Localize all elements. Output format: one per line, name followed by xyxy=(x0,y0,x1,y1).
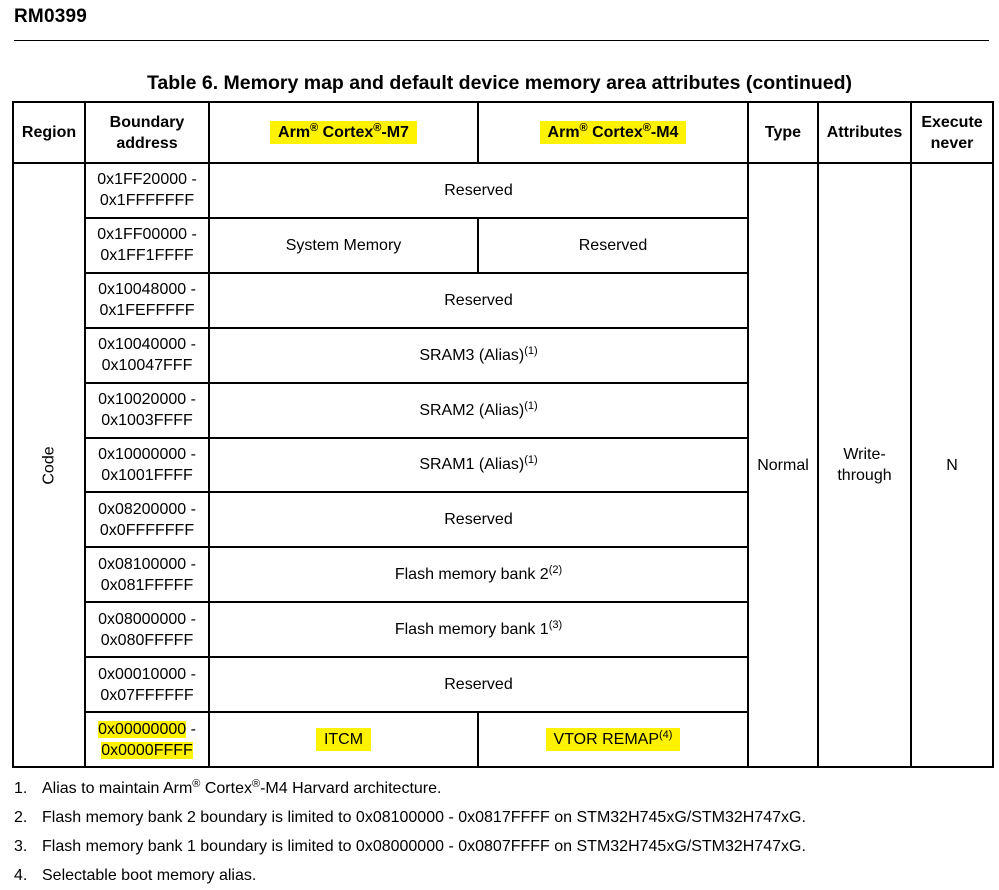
attr-line2: through xyxy=(837,467,892,484)
header-region: Region xyxy=(13,102,85,163)
area-label: SRAM3 (Alias) xyxy=(419,346,525,364)
addr-end: 0x1003FFFF xyxy=(101,412,193,430)
header-boundary-address xyxy=(85,102,209,163)
vtor-remap-label: VTOR REMAP xyxy=(553,731,660,749)
boundary-address-cell xyxy=(85,547,209,602)
area-cell xyxy=(209,273,748,328)
addr-end: 0x07FFFFFF xyxy=(100,686,194,704)
type-cell: Normal xyxy=(748,163,818,767)
memory-map-table xyxy=(12,101,994,768)
addr-start: 0x08100000 - xyxy=(98,555,196,573)
footnote-text: Alias to maintain Arm® Cortex®-M4 Harvard architecture. xyxy=(42,778,442,797)
header-m7-arm: Arm xyxy=(278,124,311,141)
area-label: Reserved xyxy=(444,511,513,529)
area-label: Flash memory bank 1 xyxy=(394,621,549,639)
m7-area-cell: System Memory xyxy=(209,218,478,273)
addr-start: 0x1FF00000 - xyxy=(97,226,197,244)
addr-start: 0x00010000 - xyxy=(98,665,196,683)
header-attributes: Attributes xyxy=(818,102,911,163)
boundary-address-cell xyxy=(85,163,209,218)
area-label: Reserved xyxy=(444,291,513,309)
boundary-address-cell xyxy=(85,492,209,547)
addr-end: 0x10047FFF xyxy=(101,357,193,375)
footnote-item xyxy=(14,774,989,803)
footnote-text: Flash memory bank 1 boundary is limited to 0x08000000 - 0x0807FFFF on STM32H745xG/STM32H747xG. xyxy=(42,838,806,855)
addr-start: 0x08200000 - xyxy=(98,500,196,518)
region-label: Code xyxy=(40,445,58,485)
footnote-number: 1. xyxy=(14,780,28,797)
m4-area-cell: Reserved xyxy=(478,218,748,273)
itcm-highlight: ITCM xyxy=(316,728,371,751)
boundary-address-cell xyxy=(85,383,209,438)
header-execute-never xyxy=(911,102,993,163)
area-label: Reserved xyxy=(444,676,513,694)
boundary-address-cell xyxy=(85,218,209,273)
addr-start: 0x10048000 - xyxy=(98,281,196,299)
addr-end: 0x080FFFFF xyxy=(100,631,194,649)
footnote-ref: (2) xyxy=(548,564,563,577)
addr-start-highlight: 0x00000000 xyxy=(98,720,187,738)
boundary-address-cell xyxy=(85,712,209,767)
header-cortex-m4-highlight xyxy=(540,121,687,144)
addr-start: 0x1FF20000 - xyxy=(97,171,197,189)
addr-start: 0x10020000 - xyxy=(98,391,196,409)
reg-mark: ® xyxy=(579,122,588,134)
area-label: Flash memory bank 2 xyxy=(394,566,549,584)
area-cell xyxy=(209,328,748,383)
execute-never-cell: N xyxy=(911,163,993,767)
addr-end: 0x1FEFFFFF xyxy=(99,302,195,320)
table-row xyxy=(13,163,993,218)
table-caption: Table 6. Memory map and default device memory area attributes (continued) xyxy=(146,72,853,94)
header-cortex-m4 xyxy=(478,102,748,163)
footnote-text: Flash memory bank 2 boundary is limited to 0x08100000 - 0x0817FFFF on STM32H745xG/STM32H747xG. xyxy=(42,809,806,826)
attr-line1: Write- xyxy=(843,446,886,463)
area-label: SRAM2 (Alias) xyxy=(419,401,525,419)
boundary-address-cell xyxy=(85,602,209,657)
header-m4-arm: Arm xyxy=(547,124,580,141)
footnote-ref: (1) xyxy=(524,344,538,357)
footnote-number: 4. xyxy=(14,867,28,884)
header-m4-suffix: -M4 xyxy=(650,124,679,141)
area-cell xyxy=(209,657,748,712)
attributes-cell xyxy=(818,163,911,767)
header-execute-line1: Execute xyxy=(921,113,983,131)
area-cell xyxy=(209,547,748,602)
header-m4-cortex: Cortex xyxy=(587,124,643,141)
addr-end-highlight: 0x0000FFFF xyxy=(101,741,193,759)
footnote-ref: (1) xyxy=(524,454,538,467)
area-label: Reserved xyxy=(444,181,513,199)
vtor-remap-highlight xyxy=(546,728,681,751)
footnote-item xyxy=(14,803,989,832)
reg-mark: ® xyxy=(642,122,651,134)
header-type: Type xyxy=(748,102,818,163)
addr-end: 0x081FFFFF xyxy=(100,576,194,594)
addr-start: 0x10040000 - xyxy=(98,336,196,354)
addr-start: 0x08000000 - xyxy=(98,610,196,628)
header-row xyxy=(13,102,993,163)
document-number: RM0399 xyxy=(14,6,88,27)
header-cortex-m7 xyxy=(209,102,478,163)
boundary-address-cell xyxy=(85,657,209,712)
footnote-ref: (3) xyxy=(548,619,563,632)
header-m7-cortex: Cortex xyxy=(318,124,374,141)
footnote-ref: (1) xyxy=(524,399,538,412)
footnote-ref: (4) xyxy=(659,729,673,742)
addr-end: 0x0FFFFFFF xyxy=(99,521,195,539)
header-m7-suffix: -M7 xyxy=(381,124,409,141)
boundary-address-cell xyxy=(85,273,209,328)
footnote-item xyxy=(14,832,989,861)
footnote-text: Selectable boot memory alias. xyxy=(42,867,257,884)
addr-end: 0x1001FFFF xyxy=(101,466,193,484)
area-cell xyxy=(209,602,748,657)
reg-mark: ® xyxy=(310,122,319,134)
header-rule xyxy=(14,40,989,41)
addr-dash: - xyxy=(186,720,196,738)
area-cell xyxy=(209,492,748,547)
header-boundary-line1: Boundary xyxy=(109,113,185,131)
header-execute-line2: never xyxy=(930,134,974,152)
reg-mark: ® xyxy=(373,122,382,134)
area-cell xyxy=(209,383,748,438)
header-boundary-line2: address xyxy=(116,134,178,152)
footnote-number: 2. xyxy=(14,809,28,826)
footnotes xyxy=(14,774,989,890)
area-label: SRAM1 (Alias) xyxy=(419,456,525,474)
m7-area-cell xyxy=(209,712,478,767)
addr-end: 0x1FF1FFFF xyxy=(100,247,194,265)
area-cell xyxy=(209,163,748,218)
footnote-number: 3. xyxy=(14,838,28,855)
header-cortex-m7-highlight xyxy=(270,121,417,144)
addr-start: 0x10000000 - xyxy=(98,445,196,463)
m4-area-cell xyxy=(478,712,748,767)
boundary-address-cell xyxy=(85,328,209,383)
region-cell xyxy=(13,163,85,767)
area-cell xyxy=(209,438,748,493)
boundary-address-cell xyxy=(85,438,209,493)
footnote-item xyxy=(14,861,989,890)
addr-end: 0x1FFFFFFF xyxy=(99,192,195,210)
